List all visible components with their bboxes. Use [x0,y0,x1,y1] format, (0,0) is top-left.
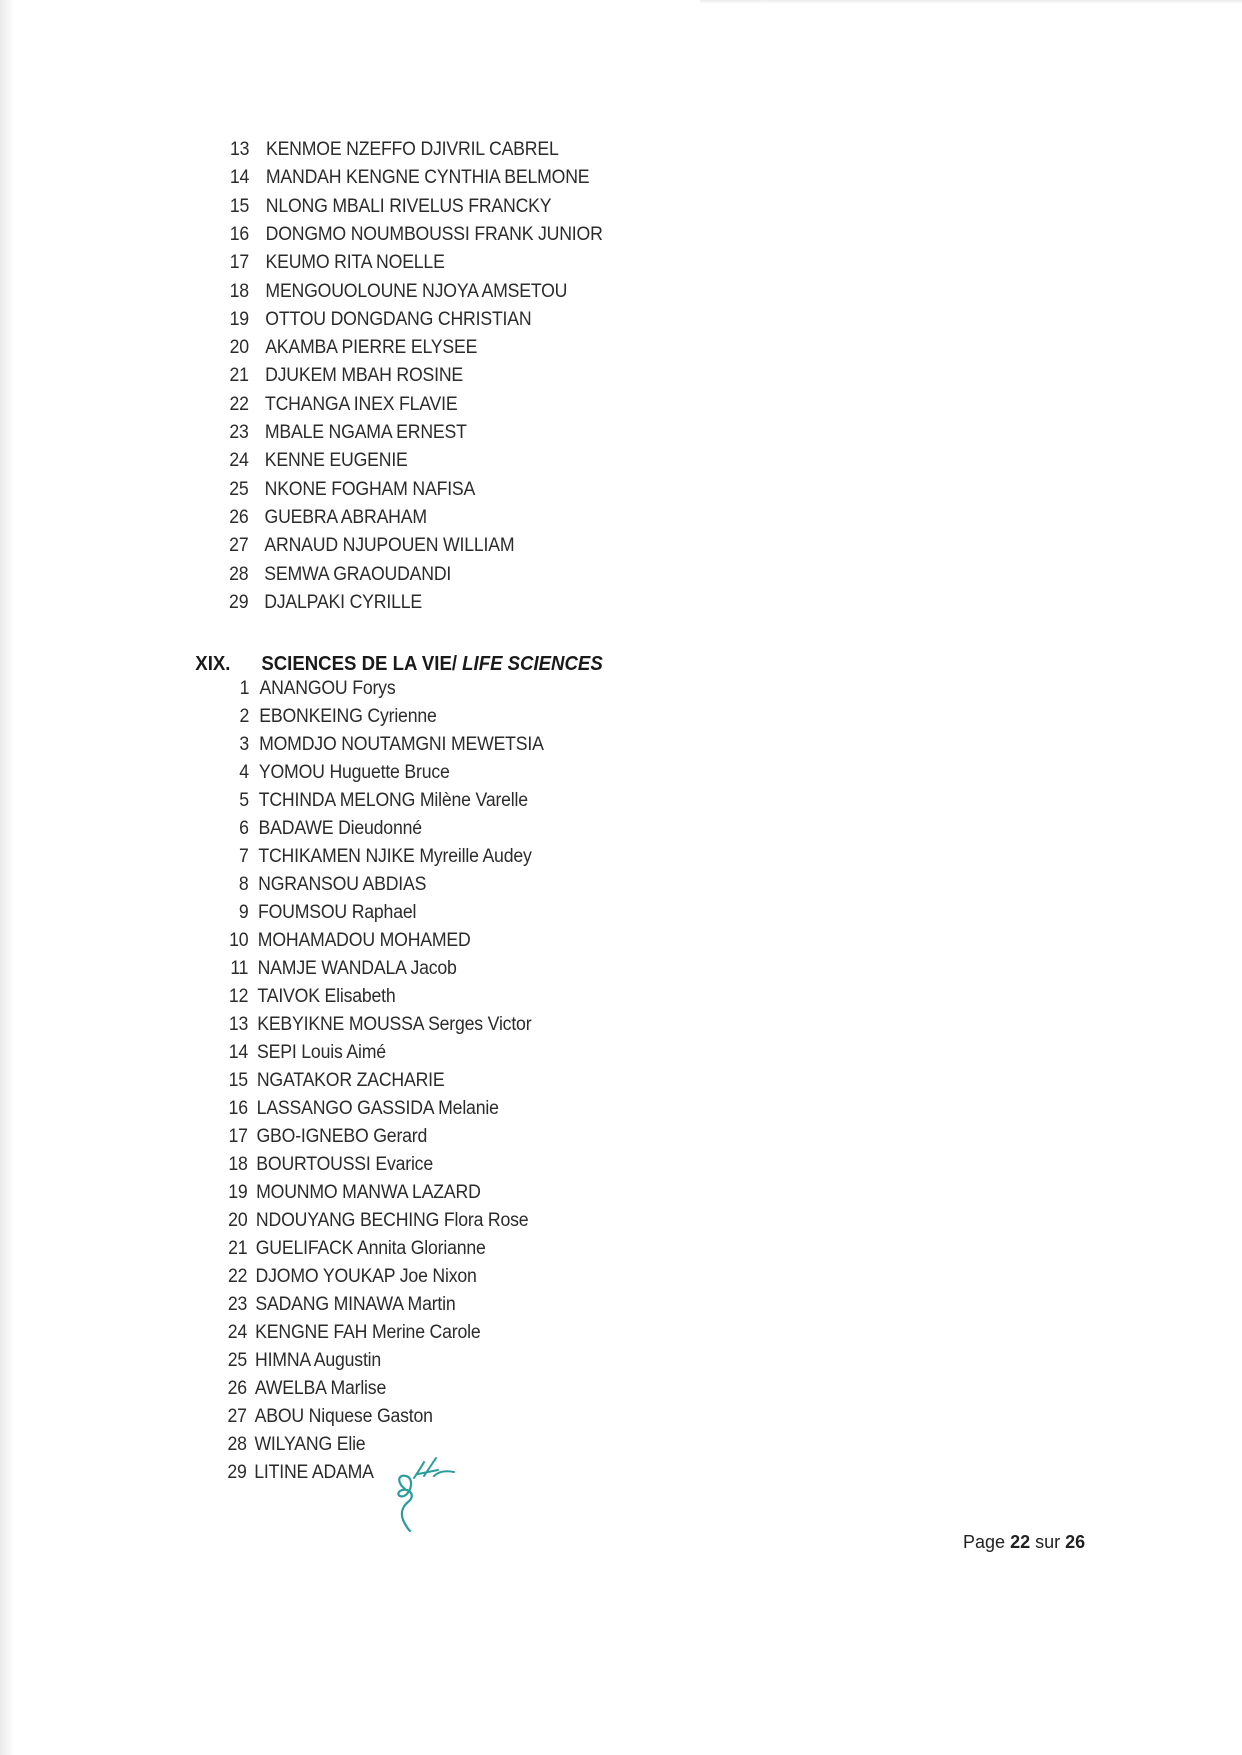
item-number: 18 [228,1154,248,1175]
item-number: 6 [239,818,249,839]
item-number: 17 [229,252,250,274]
item-number: 3 [239,734,250,755]
person-name: GBO-IGNEBO Gerard [256,1126,428,1147]
item-number: 24 [227,1322,248,1343]
person-name: FOUMSOU Raphael [257,902,417,923]
item-number: 27 [227,1406,247,1427]
item-number: 7 [239,846,249,867]
person-name: NAMJE WANDALA Jacob [257,958,457,979]
item-number: 21 [228,1238,248,1259]
item-number: 23 [229,422,249,443]
person-name: SEMWA GRAOUDANDI [264,563,452,585]
item-number: 16 [229,223,250,245]
person-name: MOUNMO MANWA LAZARD [256,1182,481,1203]
item-number: 19 [229,308,249,330]
item-number: 28 [229,563,249,585]
item-number: 23 [227,1294,248,1315]
item-number: 26 [229,506,249,528]
scan-top-edge-shadow [700,0,1242,4]
section-roman-numeral: XIX. [195,653,231,675]
item-number: 1 [239,678,250,699]
person-name: DONGMO NOUMBOUSSI FRANK JUNIOR [265,223,603,245]
page-sep: sur [1035,1532,1061,1552]
person-name: AKAMBA PIERRE ELYSEE [265,337,478,359]
person-name: MENGOUOLOUNE NJOYA AMSETOU [265,280,568,302]
item-number: 17 [228,1126,248,1147]
person-name: ABOU Niquese Gaston [254,1406,433,1427]
item-number: 25 [229,478,249,500]
person-name: KENGNE FAH Merine Carole [255,1322,481,1343]
item-number: 14 [228,1042,249,1063]
person-name: SADANG MINAWA Martin [255,1294,456,1315]
person-name: OTTOU DONGDANG CHRISTIAN [265,308,532,330]
person-name: NLONG MBALI RIVELUS FRANCKY [265,195,552,217]
person-name: HIMNA Augustin [254,1350,382,1371]
person-name: BOURTOUSSI Evarice [256,1154,433,1175]
item-number: 25 [227,1350,248,1371]
section-title-regular: SCIENCES DE LA VIE/ [261,653,463,675]
person-name: BADAWE Dieudonné [258,818,422,839]
person-name: KENNE EUGENIE [264,450,408,472]
person-name: AWELBA Marlise [254,1378,387,1399]
person-name: GUEBRA ABRAHAM [264,506,427,528]
person-name: TCHINDA MELONG Milène Varelle [258,790,528,811]
item-number: 15 [229,195,250,217]
item-number: 11 [230,958,249,979]
person-name: KEBYIKNE MOUSSA Serges Victor [257,1014,532,1035]
page-number [963,1532,1085,1553]
scan-left-edge-shadow [0,0,14,1755]
item-number: 28 [227,1434,247,1455]
section-title-italic: LIFE SCIENCES [462,653,603,675]
person-name: LASSANGO GASSIDA Melanie [256,1098,499,1119]
item-number: 18 [229,280,249,302]
person-name: WILYANG Elie [254,1434,366,1455]
item-number: 14 [229,167,250,189]
item-number: 9 [238,902,249,923]
person-name: TCHANGA INEX FLAVIE [264,393,458,415]
item-number: 27 [229,535,249,557]
item-number: 22 [229,393,249,415]
item-number: 29 [227,1462,247,1483]
person-name: GUELIFACK Annita Glorianne [255,1238,486,1259]
item-number: 13 [229,139,250,160]
item-number: 8 [238,874,249,895]
handwritten-initials-signature [394,1452,460,1532]
item-number: 12 [228,986,249,1007]
item-number: 22 [227,1266,248,1287]
item-number: 5 [239,790,249,811]
item-number: 10 [229,930,249,951]
section-title [261,650,602,678]
page-total: 26 [1065,1532,1086,1552]
person-name: DJOMO YOUKAP Joe Nixon [255,1266,477,1287]
item-number: 2 [239,706,250,727]
person-name: MOHAMADOU MOHAMED [257,930,471,951]
person-name: ANANGOU Forys [259,678,396,699]
item-number: 20 [229,337,249,359]
item-number: 13 [228,1014,249,1035]
item-number: 15 [228,1070,248,1091]
person-name: NGRANSOU ABDIAS [258,874,427,895]
person-name: DJUKEM MBAH ROSINE [265,365,464,387]
item-number: 21 [229,365,249,387]
item-number: 4 [239,762,249,783]
item-number: 24 [229,450,249,472]
item-number: 19 [228,1182,248,1203]
person-name: NDOUYANG BECHING Flora Rose [255,1210,529,1231]
person-name: YOMOU Huguette Bruce [258,762,450,783]
person-name: MOMDJO NOUTAMGNI MEWETSIA [259,734,544,755]
item-number: 20 [228,1210,248,1231]
person-name: EBONKEING Cyrienne [259,706,437,727]
person-name: KENMOE NZEFFO DJIVRIL CABREL [265,139,559,160]
person-name: ARNAUD NJUPOUEN WILLIAM [264,535,515,557]
page-label: Page [963,1532,1006,1552]
person-name: NGATAKOR ZACHARIE [256,1070,445,1091]
item-number: 26 [227,1378,247,1399]
person-name: DJALPAKI CYRILLE [264,591,422,613]
person-name: MANDAH KENGNE CYNTHIA BELMONE [265,167,590,189]
person-name: TCHIKAMEN NJIKE Myreille Audey [258,846,532,867]
item-number: 16 [228,1098,248,1119]
person-name: KEUMO RITA NOELLE [265,252,445,274]
person-name: NKONE FOGHAM NAFISA [264,478,476,500]
person-name: SEPI Louis Aimé [257,1042,386,1063]
item-number: 29 [229,591,249,613]
page-current: 22 [1010,1532,1031,1552]
person-name: LITINE ADAMA [254,1462,374,1483]
person-name: MBALE NGAMA ERNEST [264,422,467,443]
person-name: TAIVOK Elisabeth [257,986,396,1007]
